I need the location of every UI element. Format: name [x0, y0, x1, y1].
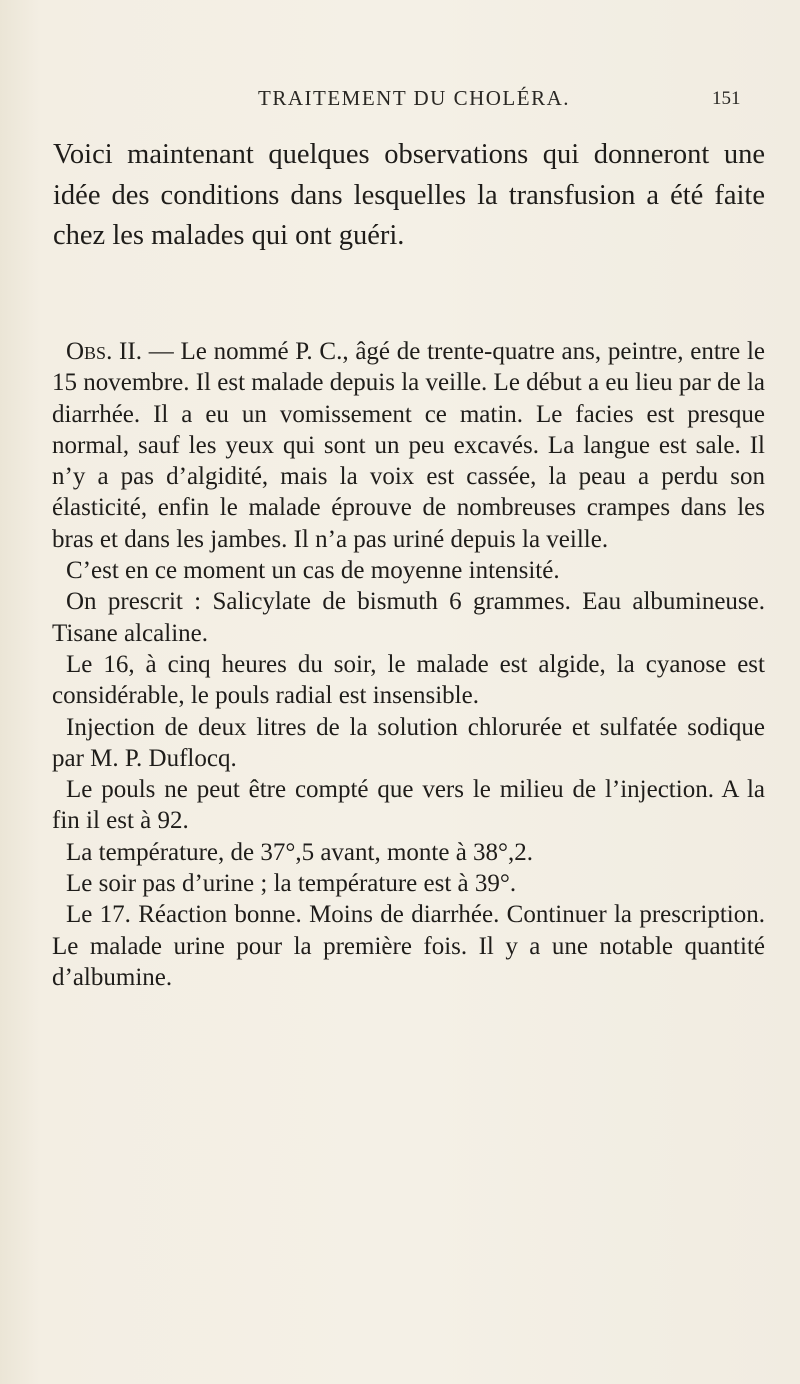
observation-label: Obs. II.: [66, 338, 142, 365]
observation-paragraph: Le pouls ne peut être compté que vers le milieu de l’injection. A la fin il est à 92.: [52, 776, 765, 835]
page-number: 151: [712, 88, 741, 109]
running-title: TRAITEMENT DU CHOLÉRA.: [258, 86, 571, 110]
observation-paragraph: Le 17. Réaction bonne. Moins de diarrhée. Continuer la prescription. Le malade urine pour la première fois. Il y a une notable quantité d’albumine.: [52, 901, 765, 991]
intro-paragraph: Voici maintenant quelques observations qui donneront une idée des conditions dans lesquelles la transfusion a été faite chez les malades qui ont guéri.: [53, 139, 765, 251]
observation-section: [52, 336, 765, 993]
observation-paragraph: [52, 336, 765, 555]
intro-section: [53, 135, 765, 257]
observation-paragraph: Le 16, à cinq heures du soir, le malade est algide, la cyanose est considérable, le pouls radial est insensible.: [52, 650, 765, 710]
observation-paragraph: Injection de deux litres de la solution chlorurée et sulfatée sodique par M. P. Duflocq.: [52, 713, 765, 772]
observation-paragraph: Le soir pas d’urine ; la température est à 39°.: [66, 870, 517, 898]
running-head: [0, 86, 800, 116]
observation-paragraph: On prescrit : Salicylate de bismuth 6 grammes. Eau albumineuse. Tisane alcaline.: [52, 588, 765, 647]
observation-paragraph: La température, de 37°,5 avant, monte à 38°,2.: [66, 838, 534, 866]
observation-paragraph: C’est en ce moment un cas de moyenne intensité.: [66, 557, 560, 585]
observation-text: — Le nommé P. C., âgé de trente-quatre ans, peintre, entre le 15 novembre. Il est malade depuis la veille. Le début a eu lieu par de la diarrhée. Il a eu un vomissement ce matin. Le facies est presque normal, sauf les yeux qui sont un peu excavés. La langue est sale. Il n’y a pas d’algidité, mais la voix est cassée, la peau a perdu son élasticité, enfin le malade éprouve de nombreuses crampes dans les bras et dans les jambes. Il n’a pas uriné depuis la veille.: [52, 338, 766, 553]
